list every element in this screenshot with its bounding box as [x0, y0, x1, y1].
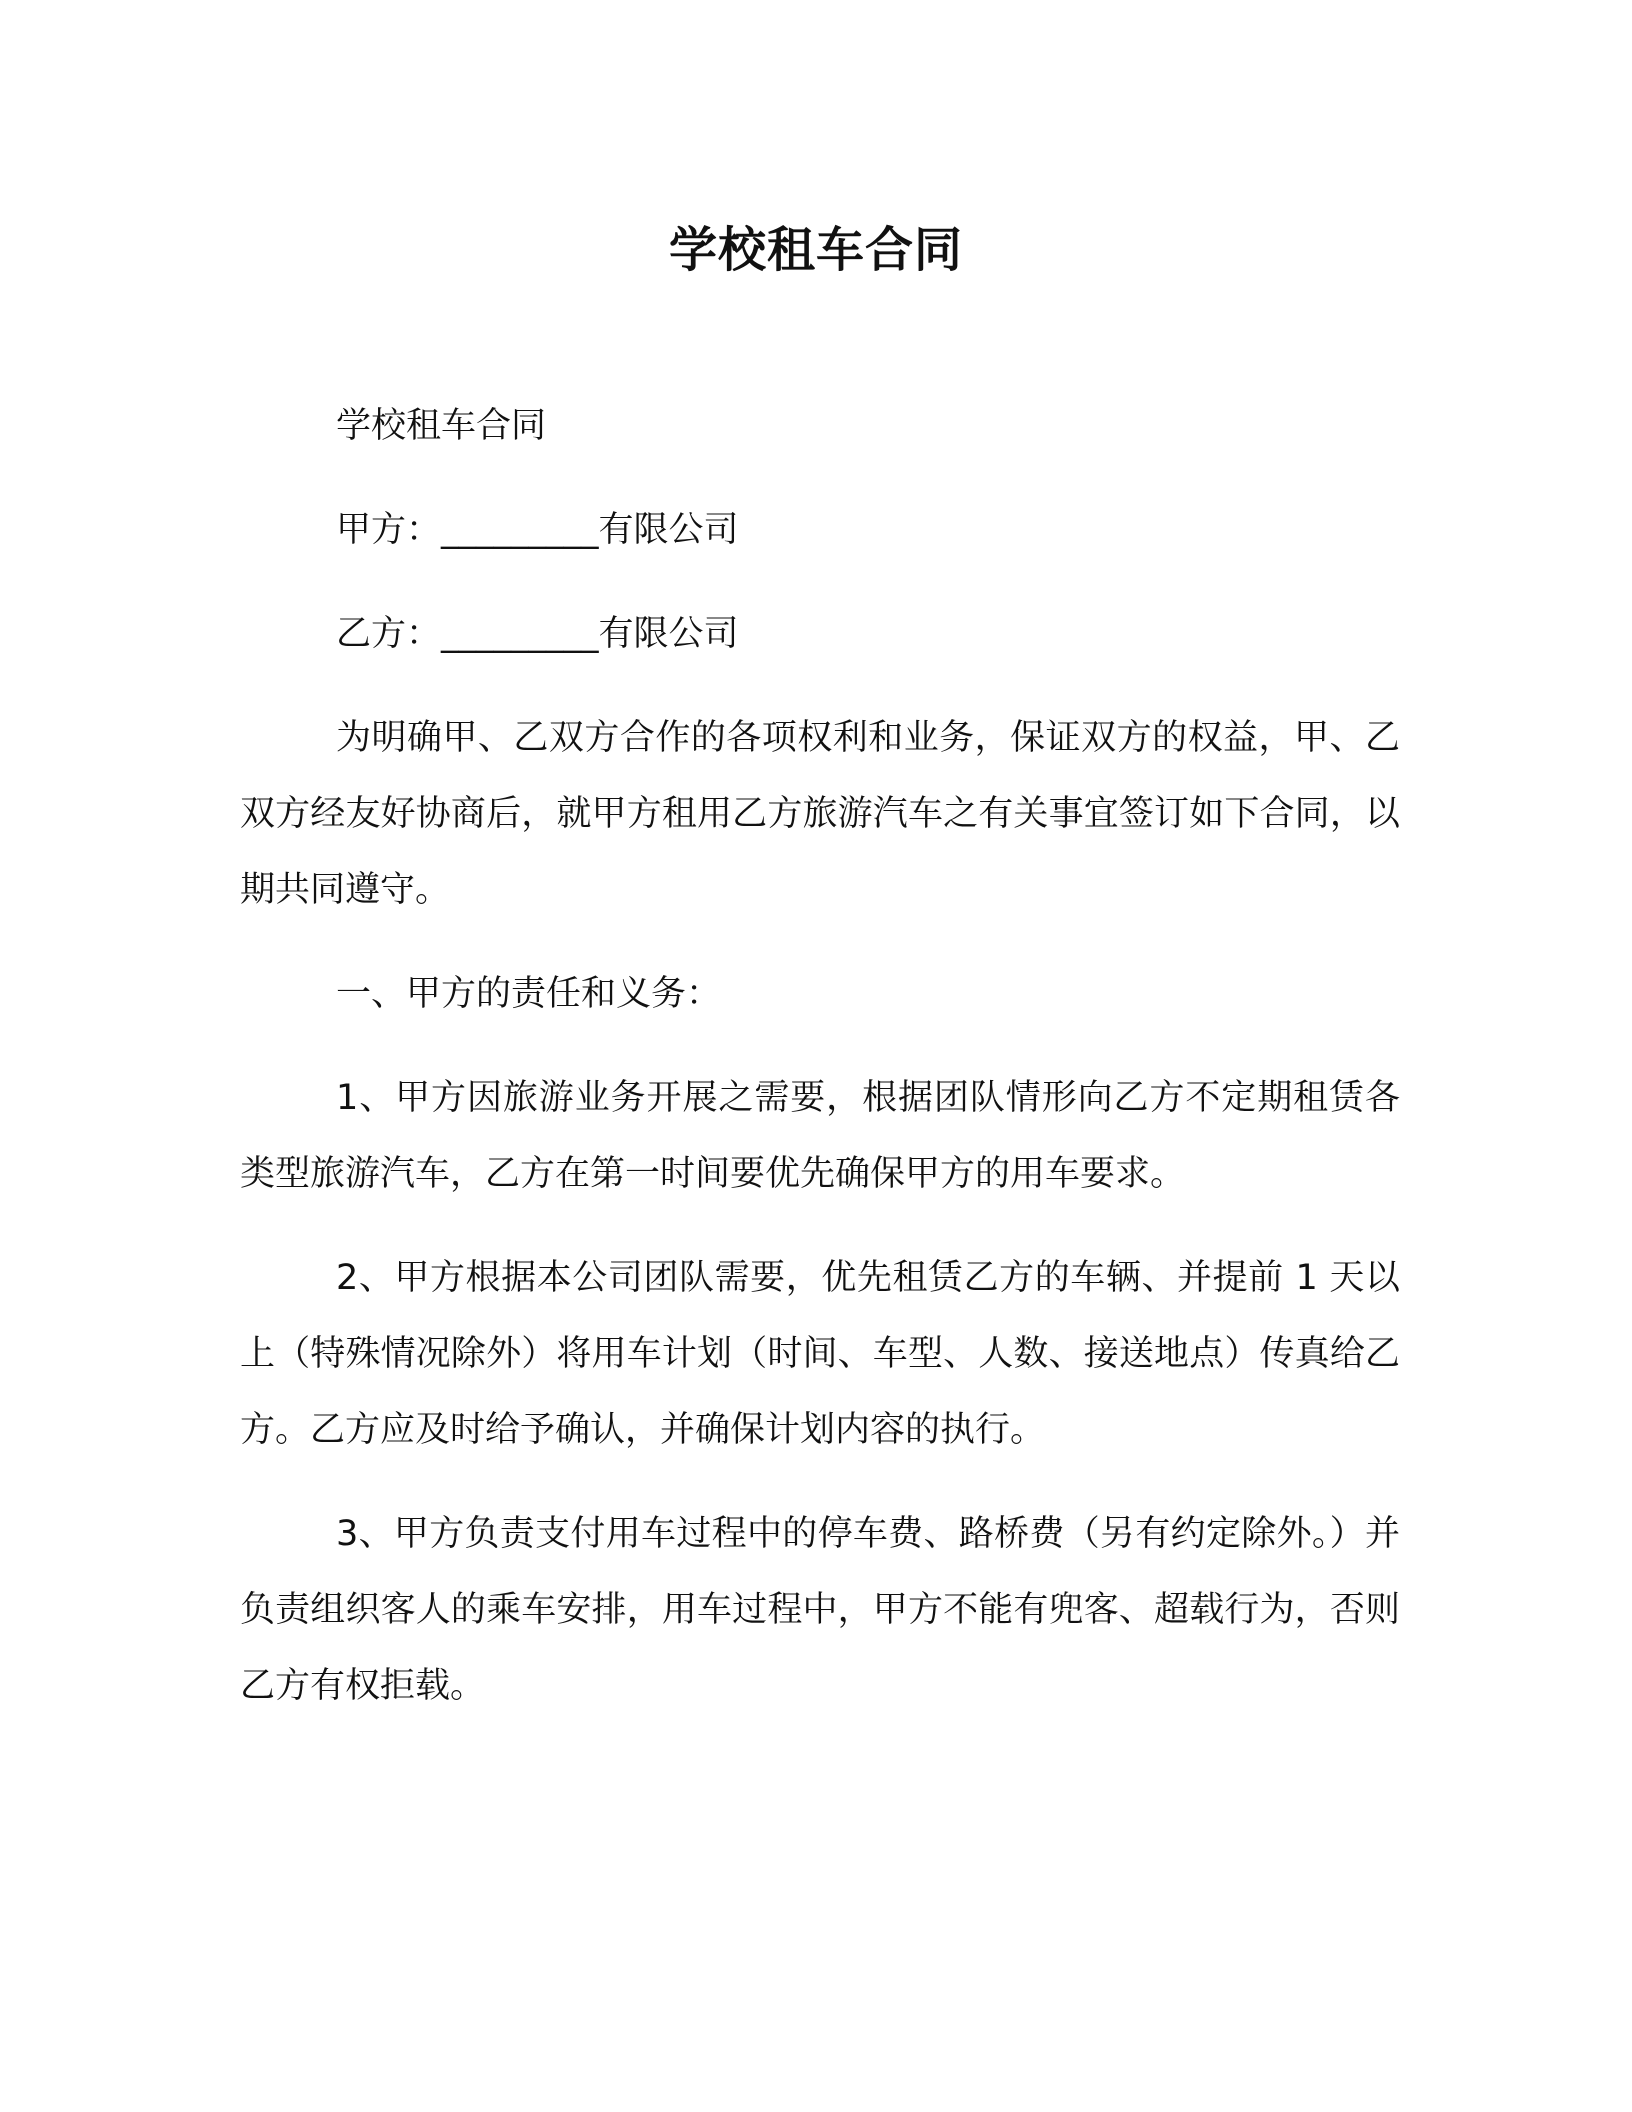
document-body — [240, 388, 1400, 1724]
clause-3: 3、甲方负责支付用车过程中的停车费、路桥费（另有约定除外。）并负责组织客人的乘车安排，用车过程中，甲方不能有兜客、超载行为，否则乙方有权拒载。 — [240, 1514, 1400, 1706]
party-b-line: 乙方：_________有限公司 — [336, 614, 739, 654]
contract-subtitle: 学校租车合同 — [336, 406, 547, 446]
clause-1: 1、甲方因旅游业务开展之需要，根据团队情形向乙方不定期租赁各类型旅游汽车，乙方在第一时间要优先确保甲方的用车要求。 — [240, 1078, 1400, 1194]
preamble-paragraph: 为明确甲、乙双方合作的各项权利和业务，保证双方的权益，甲、乙双方经友好协商后，就甲方租用乙方旅游汽车之有关事宜签订如下合同，以期共同遵守。 — [240, 718, 1400, 910]
party-a-line: 甲方：_________有限公司 — [336, 510, 739, 550]
document-title: 学校租车合同 — [668, 222, 963, 278]
clause-2: 2、甲方根据本公司团队需要，优先租赁乙方的车辆、并提前 1 天以上（特殊情况除外）将用车计划（时间、车型、人数、接送地点）传真给乙方。乙方应及时给予确认，并确保计划内容的执行。 — [240, 1258, 1400, 1450]
section-heading-party-a-duties: 一、甲方的责任和义务： — [336, 974, 722, 1014]
